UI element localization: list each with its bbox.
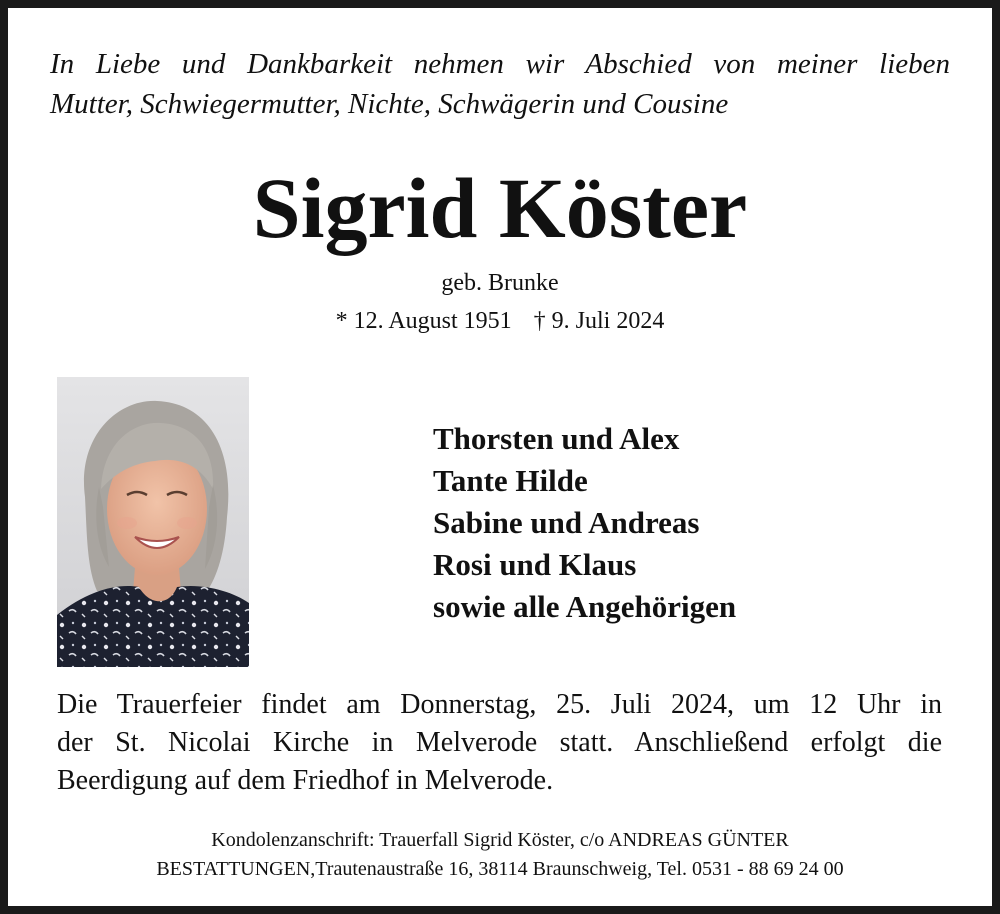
- intro-line-2: Mutter, Schwiegermutter, Nichte, Schwägerin und Cousine: [50, 88, 729, 120]
- mourner-line: Thorsten und Alex: [433, 421, 680, 456]
- mourner-line: Rosi und Klaus: [433, 547, 637, 582]
- mourner-line: Sabine und Andreas: [433, 505, 700, 540]
- service-line-2: der St. Nicolai Kirche in Melverode statt. Anschließend erfolgt die: [57, 727, 942, 758]
- mourners-list: [433, 418, 736, 628]
- deceased-name: Sigrid Köster: [252, 160, 748, 256]
- death-date: † 9. Juli 2024: [533, 308, 665, 334]
- portrait-photo: [57, 377, 249, 667]
- funeral-service-info: [57, 686, 942, 800]
- life-dates: [0, 304, 1000, 338]
- service-line-1: Die Trauerfeier findet am Donnerstag, 25. Juli 2024, um 12 Uhr in: [57, 689, 942, 720]
- intro-line-1: In Liebe und Dankbarkeit nehmen wir Abschied von meiner lieben: [50, 48, 950, 80]
- condolence-address: [0, 826, 1000, 884]
- mourner-line: sowie alle Angehörigen: [433, 589, 737, 624]
- mourner-line: Tante Hilde: [433, 463, 588, 498]
- intro-text: [50, 44, 950, 124]
- portrait-illustration: [57, 377, 249, 667]
- contact-line-1: Kondolenzanschrift: Trauerfall Sigrid Köster, c/o ANDREAS GÜNTER: [211, 829, 789, 851]
- contact-line-2: BESTATTUNGEN,Trautenaustraße 16, 38114 Braunschweig, Tel. 0531 - 88 69 24 00: [156, 858, 844, 880]
- service-line-3: Beerdigung auf dem Friedhof in Melverode.: [57, 765, 554, 796]
- birth-date: * 12. August 1951: [335, 308, 512, 334]
- maiden-name: geb. Brunke: [441, 270, 559, 296]
